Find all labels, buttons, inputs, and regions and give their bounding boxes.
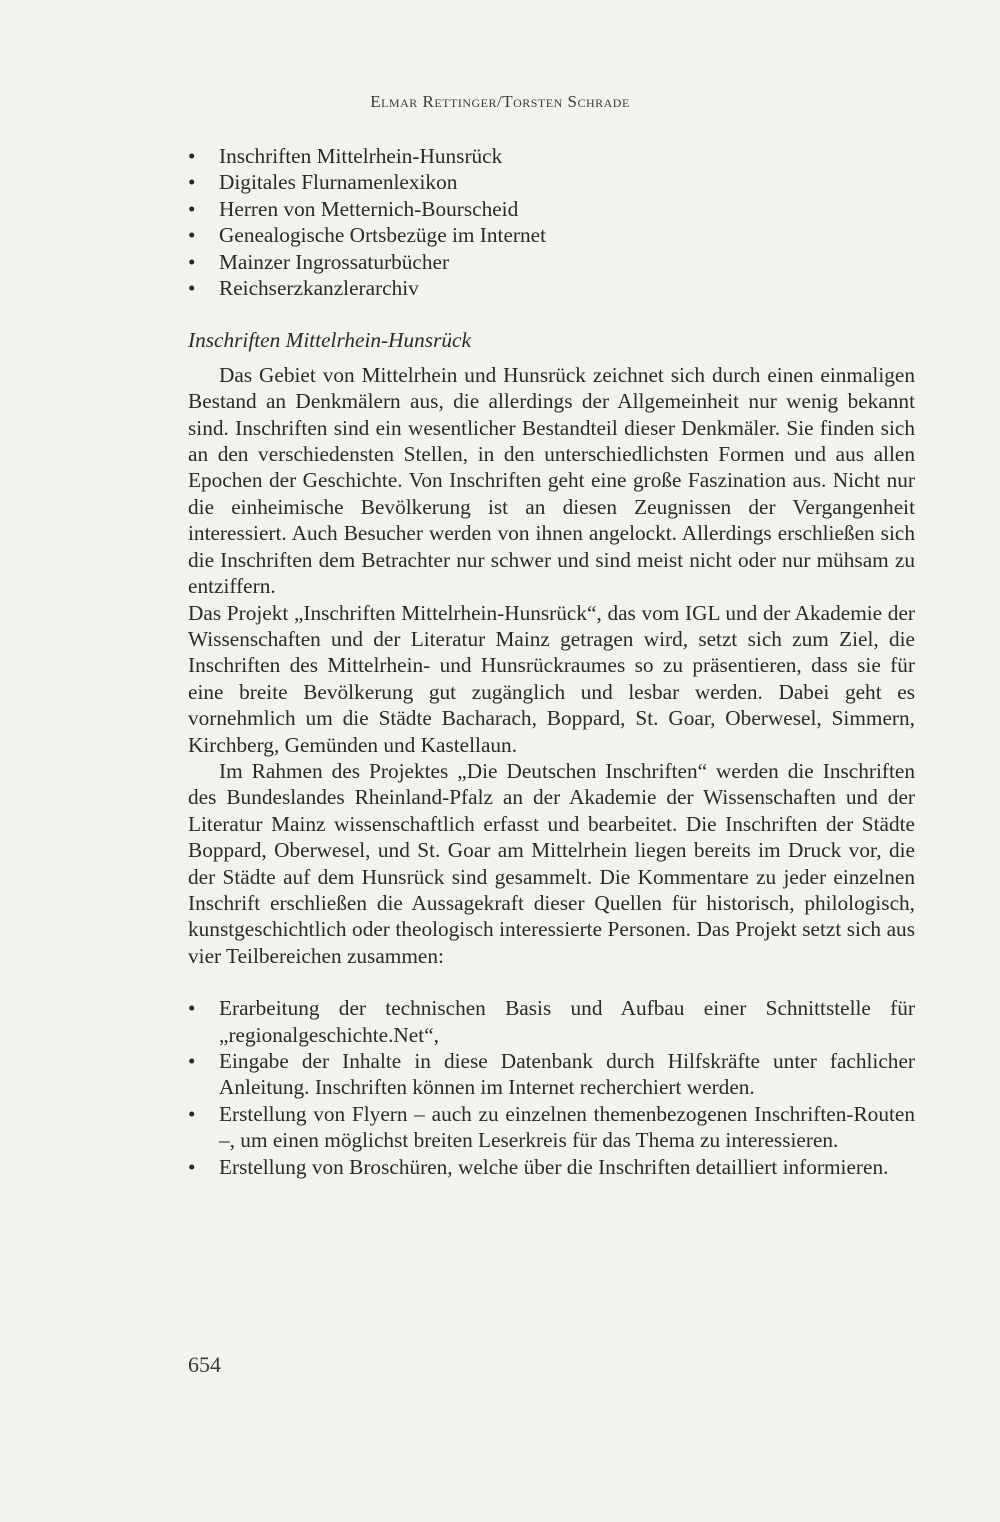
page-body — [188, 143, 915, 1180]
list-item: • Eingabe der Inhalte in diese Datenbank durch Hilfskräfte unter fachlicher Anleitung. Inschriften können im Internet recherchiert werden. — [188, 1048, 915, 1101]
list-item: • Erstellung von Flyern – auch zu einzelnen themenbezogenen Inschriften-Routen –, um einen möglichst breiten Leserkreis für das Thema zu interessieren. — [188, 1101, 915, 1154]
project-list — [188, 143, 915, 301]
list-item: • Herren von Metternich-Bourscheid — [188, 196, 915, 222]
list-item: • Digitales Flurnamenlexikon — [188, 169, 915, 195]
paragraph: Im Rahmen des Projektes „Die Deutschen Inschriften“ werden die Inschriften des Bundeslandes Rheinland-Pfalz an der Akademie der Wissenschaften und der Literatur Mainz wissenschaftlich erfasst und bearbeitet. Die Inschriften der Städte Boppard, Oberwesel, und St. Goar am Mittelrhein liegen bereits im Druck vor, die der Städte auf dem Hunsrück sind gesammelt. Die Kommentare zu jeder einzelnen Inschrift erschließen die Aussagekraft dieser Quellen für historisch, philologisch, kunstgeschichtlich oder theologisch interessierte Personen. Das Projekt setzt sich aus vier Teilbereichen zusammen: — [188, 758, 915, 968]
list-item: • Reichserzkanzlerarchiv — [188, 275, 915, 301]
list-item: • Erarbeitung der technischen Basis und Aufbau einer Schnittstelle für „regionalgeschichte.Net“, — [188, 995, 915, 1048]
page-number: 654 — [188, 1352, 221, 1377]
list-item: • Genealogische Ortsbezüge im Internet — [188, 222, 915, 248]
running-head: Elmar Rettinger/Torsten Schrade — [370, 92, 630, 111]
list-item: • Inschriften Mittelrhein-Hunsrück — [188, 143, 915, 169]
paragraph: Das Projekt „Inschriften Mittelrhein-Hunsrück“, das vom IGL und der Akademie der Wissenschaften und der Literatur Mainz getragen wird, setzt sich zum Ziel, die Inschriften des Mittelrhein- und Hunsrückraumes so zu präsentieren, dass sie für eine breite Bevölkerung gut zugänglich und lesbar werden. Dabei geht es vornehmlich um die Städte Bacharach, Boppard, St. Goar, Oberwesel, Simmern, Kirchberg, Gemünden und Kastellaun. — [188, 600, 915, 757]
section-heading: Inschriften Mittelrhein-Hunsrück — [188, 328, 471, 353]
paragraph: Das Gebiet von Mittelrhein und Hunsrück zeichnet sich durch einen einmaligen Bestand an Denkmälern aus, die allerdings der Allgemeinheit nur wenig bekannt sind. Inschriften sind ein wesentlicher Bestandteil dieser Denkmäler. Sie finden sich an den verschiedensten Stellen, in den unterschiedlichsten Formen und aus allen Epochen der Geschichte. Von Inschriften geht eine große Faszination aus. Nicht nur die einheimische Bevölkerung ist an diesen Zeugnissen der Vergangenheit interessiert. Auch Besucher werden von ihnen angelockt. Allerdings erschließen sich die Inschriften dem Betrachter nur schwer und sind meist nicht oder nur mühsam zu entziffern. — [188, 362, 915, 599]
list-item: • Erstellung von Broschüren, welche über die Inschriften detailliert informieren. — [188, 1154, 915, 1180]
subproject-list — [188, 995, 915, 1180]
list-item: • Mainzer Ingrossaturbücher — [188, 249, 915, 275]
